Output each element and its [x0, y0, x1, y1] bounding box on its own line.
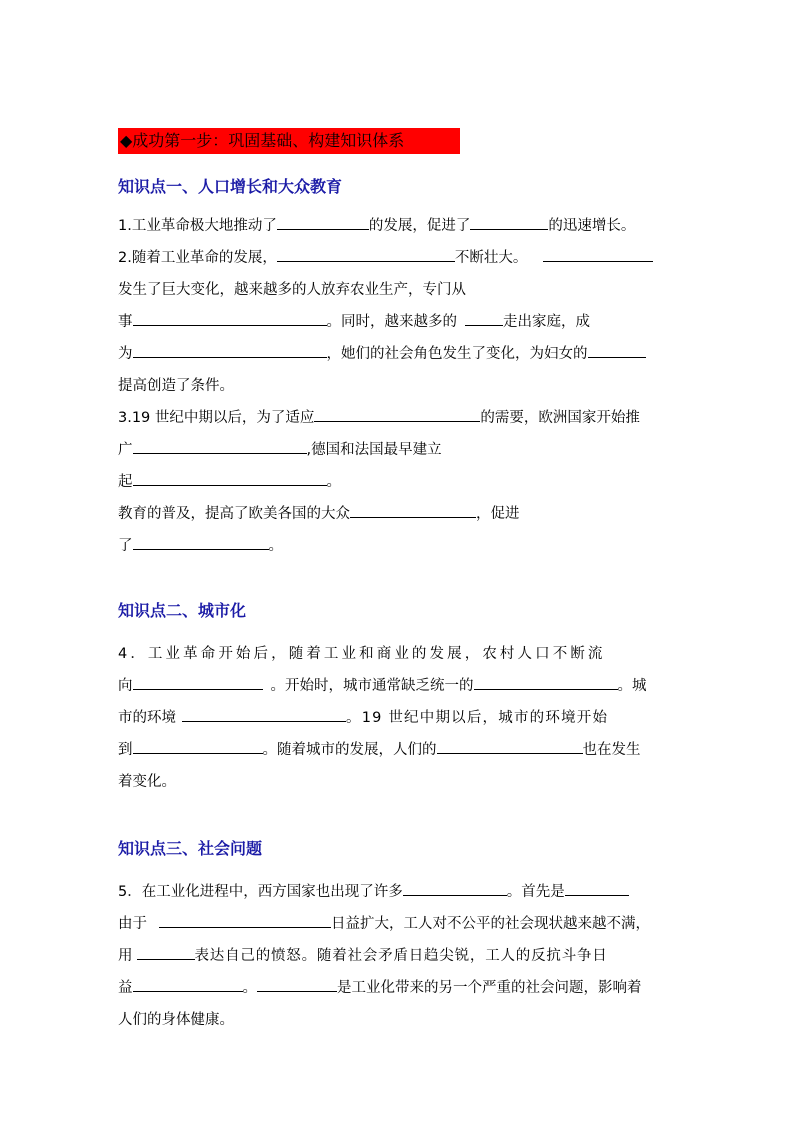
- answer-blank[interactable]: [133, 343, 327, 358]
- answer-blank[interactable]: [133, 675, 263, 690]
- question-3-line-4: [118, 502, 520, 523]
- q5-text: 5．在工业化进程中，西方国家也出现了许多: [118, 884, 403, 900]
- q5-text: 益: [118, 980, 133, 996]
- question-3-line-2: [118, 438, 442, 459]
- question-4-line-2: [118, 674, 647, 695]
- answer-blank[interactable]: [137, 945, 195, 960]
- answer-blank[interactable]: [159, 913, 331, 928]
- q4-text: 也在发生: [582, 742, 641, 758]
- question-5-line-4: [118, 976, 642, 997]
- answer-blank[interactable]: [565, 881, 629, 896]
- answer-blank[interactable]: [133, 439, 307, 454]
- answer-blank[interactable]: [465, 311, 503, 326]
- answer-blank[interactable]: [133, 471, 327, 486]
- answer-blank[interactable]: [133, 739, 263, 754]
- q5-text: 。: [242, 980, 257, 996]
- question-5-line-3: [118, 944, 608, 965]
- question-2-line-2: 发生了巨大变化，越来越多的人放弃农业生产，专门从: [118, 282, 466, 298]
- q2-text: 走出家庭，成: [503, 314, 590, 330]
- question-1-line-1: [118, 214, 635, 235]
- q3-text: 教育的普及，提高了欧美各国的大众: [118, 506, 350, 522]
- q3-text: ,德国和法国最早建立: [306, 442, 442, 458]
- answer-blank[interactable]: [470, 215, 548, 230]
- q3-text: 的需要，欧洲国家开始推: [480, 410, 640, 426]
- q4-text: 向: [118, 678, 133, 694]
- question-4-line-4: [118, 738, 641, 759]
- answer-blank[interactable]: [350, 503, 476, 518]
- q3-text: 。: [326, 474, 341, 490]
- q4-text: 市的环境: [118, 710, 176, 726]
- q4-text: 到: [118, 742, 133, 758]
- q1-text-c: 的迅速增长。: [548, 218, 636, 234]
- answer-blank[interactable]: [133, 535, 269, 550]
- q2-text: 不断壮大。: [454, 250, 528, 266]
- q4-text: 。开始时，城市通常缺乏统一的: [270, 678, 474, 694]
- q4-text: 4．工业革命开始后，随着工业和商业的发展，农村人口不断流: [118, 646, 606, 662]
- section-heading-3: 知识点三、社会问题: [118, 839, 263, 858]
- question-2-line-3: [118, 310, 590, 331]
- answer-blank[interactable]: [257, 977, 337, 992]
- q1-text-a: 1.工业革命极大地推动了: [118, 218, 277, 234]
- answer-blank[interactable]: [543, 247, 653, 262]
- q3-text: 广: [118, 442, 133, 458]
- q3-text: 3.19 世纪中期以后，为了适应: [118, 410, 315, 426]
- q5-text: 。首先是: [506, 884, 565, 900]
- section-heading-1: 知识点一、人口增长和大众教育: [118, 177, 343, 196]
- answer-blank[interactable]: [437, 739, 583, 754]
- q4-text: 。随着城市的发展，人们的: [262, 742, 437, 758]
- q5-text: 用: [118, 948, 133, 964]
- answer-blank[interactable]: [588, 343, 646, 358]
- section-banner: ◆成功第一步：巩固基础、构建知识体系: [118, 128, 460, 154]
- answer-blank[interactable]: [314, 407, 480, 422]
- question-3-line-3: [118, 470, 341, 491]
- answer-blank[interactable]: [474, 675, 618, 690]
- question-4-line-5: 着变化。: [118, 774, 176, 790]
- question-5-line-2: [118, 912, 650, 933]
- answer-blank[interactable]: [277, 215, 369, 230]
- answer-blank[interactable]: [133, 977, 243, 992]
- question-3-line-1: [118, 406, 640, 427]
- q5-text: 是工业化带来的另一个严重的社会问题，影响着: [337, 980, 642, 996]
- answer-blank[interactable]: [133, 311, 327, 326]
- q1-text-b: 的发展，促进了: [368, 218, 471, 234]
- question-4-line-1: [118, 642, 674, 663]
- q5-text: 由于: [118, 916, 147, 932]
- question-2-line-4: [118, 342, 646, 363]
- question-5-line-5: 人们的身体健康。: [118, 1012, 234, 1028]
- q2-text: 。同时，越来越多的: [326, 314, 457, 330]
- q3-text: 起: [118, 474, 133, 490]
- q4-text: 。19 世纪中期以后，城市的环境开始: [346, 710, 609, 726]
- question-2-line-1: [118, 246, 653, 267]
- answer-blank[interactable]: [277, 247, 455, 262]
- section-heading-2: 知识点二、城市化: [118, 601, 247, 620]
- q5-text: 表达自己的愤怒。随着社会矛盾日趋尖锐，工人的反抗斗争日: [194, 948, 608, 964]
- q3-text: 。: [268, 538, 283, 554]
- q2-text: 事: [118, 314, 133, 330]
- answer-blank[interactable]: [182, 707, 346, 722]
- question-2-line-5: 提高创造了条件。: [118, 378, 234, 394]
- question-3-line-5: [118, 534, 283, 555]
- question-4-line-3: [118, 706, 608, 727]
- q5-text: 日益扩大，工人对不公平的社会现状越来越不满，: [331, 916, 650, 932]
- answer-blank[interactable]: [403, 881, 507, 896]
- q3-text: ，促进: [476, 506, 520, 522]
- question-5-line-1: [118, 880, 629, 901]
- q2-text: ，她们的社会角色发生了变化，为妇女的: [326, 346, 588, 362]
- q3-text: 了: [118, 538, 133, 554]
- q2-text: 为: [118, 346, 133, 362]
- q2-text: 2.随着工业革命的发展，: [118, 250, 277, 266]
- q4-text: 。城: [617, 678, 647, 694]
